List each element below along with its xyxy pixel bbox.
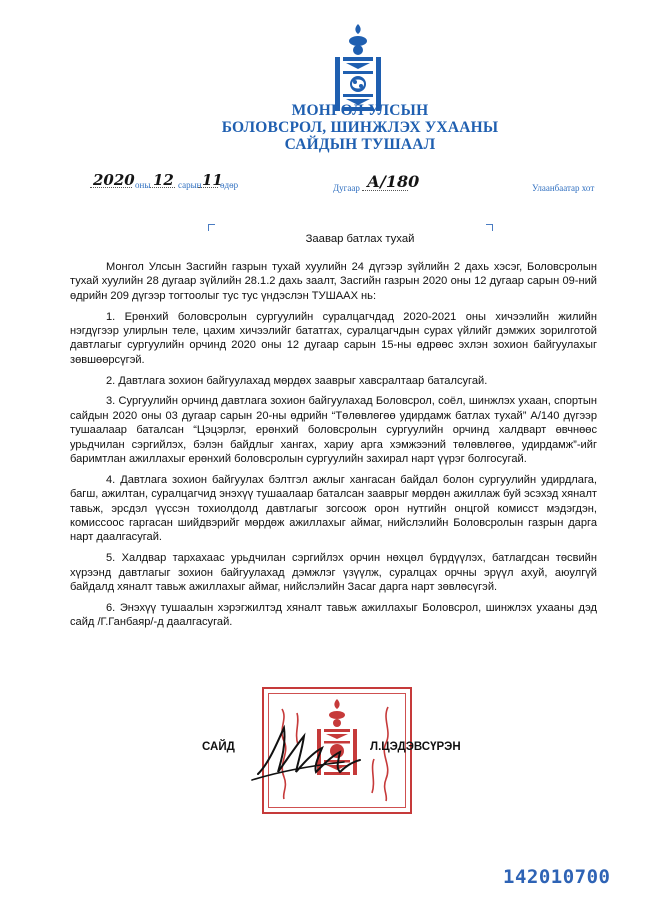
clause-4: 4. Давтлага зохион байгуулах бэлтгэл ажлыг хангасан байдал болон сургуулийн удирдлага, багш, ажилтан, суралцагчид энэхүү тушаалаар баталсан зааврыг мөрдөн ажиллаж буй эсэхэд хяналт тавьж, эрсдэл үүссэн тохиолдолд давтлагыг зогсоож орон нутгийн онцгой комисст мэдэгдэн, комиссоос гаргасан шийдвэрийг мөрдөж ажиллахыг аймаг, нийслэлийн Боловсролын газрын дарга нарт даалгасугай.	[70, 473, 597, 544]
document-serial-number: 142010700	[503, 866, 611, 888]
ministry-heading-line-1: МОНГОЛ УЛСЫН	[291, 102, 429, 119]
clause-1: 1. Ерөнхий боловсролын сургуулийн суралцагчдад 2020-2021 оны хичээлийн жилийн нэгдүгээр улирлын теле, цахим хичээлийг бататгах, суралцагчдын сурах үйлийг дэмжих зорилготой давтлагыг сургуулийн орчинд 2020 оны 12 дугаар сарын 15-ны өдрөөс эхлэн зохион байгуулахыг зөвшөөрсүгэй.	[70, 310, 597, 366]
number-underline	[362, 190, 408, 191]
month-underline	[150, 187, 175, 188]
document-body	[70, 260, 597, 636]
day-underline	[198, 187, 218, 188]
title-corner-right	[486, 224, 493, 231]
clause-3: 3. Сургуулийн орчинд давтлага зохион байгуулахад Боловсрол, соёл, шинжлэх ухаан, спортын сайдын 2020 оны 03 дугаар сарын 20-ны өдрийн “Төлөвлөгөө удирдамж батлах тухай” А/140 дүгээр тушаалаар баталсан “Цэцэрлэг, ерөнхий боловсролын сургуулийн орчинд халдварт өвчнөөс урьдчилан сэргийлэх, бэлэн байдлыг хангах, хариу арга хэмжээний төлөвлөгөө, удирдамж”-ийг баримтлан ажиллахыг ерөнхий боловсролын сургуулийн захирал нарт үүрэг болгосугай.	[70, 395, 597, 466]
date-month: 12	[153, 171, 174, 189]
clause-5: 5. Халдвар тархахаас урьдчилан сэргийлэх орчин нөхцөл бүрдүүлэх, батлагдсан төсвийн хүрээнд давтлагыг зохион байгуулахад дэмжлэг үзүүлж, суралцах орчны эрүүл ахуй, аюулгүй байдалд хяналт тавьж ажиллахыг аймаг, нийслэлийн Засаг дарга нарт зөвлөсүгэй.	[70, 552, 597, 594]
clause-6: 6. Энэхүү тушаалын хэрэгжилтэд хяналт тавьж ажиллахыг Боловсрол, шинжлэх ухааны дэд сайд /Г.Ганбаяр/-д даалгасугай.	[70, 601, 597, 629]
clause-2: 2. Давтлага зохион байгуулахад мөрдөх зааврыг хавсралтаар баталсугай.	[106, 374, 488, 387]
ministry-heading-line-3: САЙДЫН ТУШААЛ	[284, 136, 436, 153]
place-label: Улаанбаатар хот	[532, 183, 595, 193]
document-title: Заавар батлах тухай	[305, 233, 415, 245]
month-suffix-label: сарын	[178, 180, 202, 190]
preamble-paragraph: Монгол Улсын Засгийн газрын тухай хуулийн 24 дүгээр зүйлийн 2 дахь хэсэг, Боловсролын тухай хуулийн 28 дугаар зүйлийн 28.1.2 дахь заалт, Засгийн газрын 2020 оны 12 дугаар сарын 09-ний өдрийн 209 дүгээр тогтоолыг тус тус үндэслэн ТУШААХ нь:	[70, 261, 597, 302]
year-underline	[90, 187, 132, 188]
order-number: А/180	[367, 172, 420, 191]
day-suffix-label: өдөр	[220, 180, 239, 190]
signature-role: САЙД	[202, 741, 235, 753]
ministry-heading-line-2: БОЛОВСРОЛ, ШИНЖЛЭХ УХААНЫ	[221, 119, 499, 136]
title-corner-left	[208, 224, 215, 231]
year-suffix-label: оны	[135, 180, 151, 190]
handwritten-signature	[248, 722, 368, 784]
number-label: Дугаар	[333, 183, 360, 193]
signatory-name: Л.ЦЭДЭВСҮРЭН	[370, 741, 461, 753]
date-year: 2020	[93, 171, 135, 189]
date-day: 11	[202, 171, 223, 189]
